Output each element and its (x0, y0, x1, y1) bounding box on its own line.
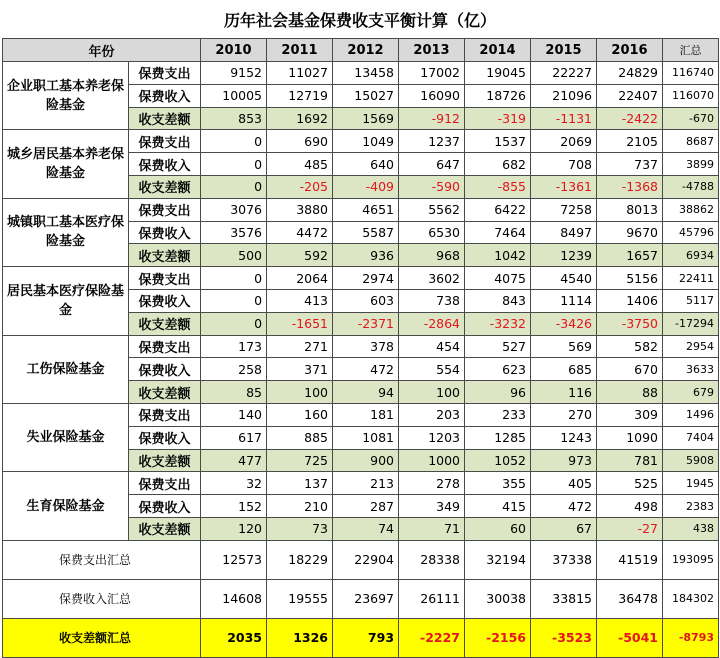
summary-label: 收支差额汇总 (3, 618, 201, 657)
header-year-2013: 2013 (399, 39, 465, 62)
value-cell: 96 (465, 381, 531, 404)
value-cell: 1000 (399, 449, 465, 472)
row-label: 保费收入 (129, 495, 201, 518)
value-cell: 213 (333, 472, 399, 495)
row-label: 保费收入 (129, 289, 201, 312)
value-cell: 32 (201, 472, 267, 495)
total-cell: -670 (663, 107, 719, 130)
value-cell: 309 (597, 403, 663, 426)
value-cell: 0 (201, 289, 267, 312)
total-cell: 2954 (663, 335, 719, 358)
value-cell: 1042 (465, 244, 531, 267)
value-cell: 603 (333, 289, 399, 312)
summary-value-cell: 26111 (399, 579, 465, 618)
value-cell: 71 (399, 517, 465, 540)
value-cell: 0 (201, 175, 267, 198)
value-cell: 485 (267, 153, 333, 176)
value-cell: 19045 (465, 62, 531, 85)
row-label: 收支差额 (129, 381, 201, 404)
summary-value-cell: 18229 (267, 540, 333, 579)
value-cell: 100 (399, 381, 465, 404)
value-cell: 0 (201, 312, 267, 335)
value-cell: 88 (597, 381, 663, 404)
value-cell: 1537 (465, 130, 531, 153)
value-cell: 885 (267, 426, 333, 449)
summary-label: 保费支出汇总 (3, 540, 201, 579)
summary-label: 保费收入汇总 (3, 579, 201, 618)
header-year-label: 年份 (3, 39, 201, 62)
value-cell: 525 (597, 472, 663, 495)
summary-value-cell: 41519 (597, 540, 663, 579)
summary-value-cell: 32194 (465, 540, 531, 579)
value-cell: 355 (465, 472, 531, 495)
value-cell: 3076 (201, 198, 267, 221)
value-cell: 1203 (399, 426, 465, 449)
fund-name: 失业保险基金 (3, 403, 129, 471)
value-cell: 582 (597, 335, 663, 358)
value-cell: 0 (201, 153, 267, 176)
total-cell: 38862 (663, 198, 719, 221)
value-cell: 1243 (531, 426, 597, 449)
value-cell: 498 (597, 495, 663, 518)
value-cell: 73 (267, 517, 333, 540)
value-cell: 623 (465, 358, 531, 381)
value-cell: 74 (333, 517, 399, 540)
value-cell: 1081 (333, 426, 399, 449)
table-row (3, 335, 719, 358)
value-cell: 160 (267, 403, 333, 426)
value-cell: 270 (531, 403, 597, 426)
summary-value-cell: 36478 (597, 579, 663, 618)
row-label: 收支差额 (129, 517, 201, 540)
value-cell: 1569 (333, 107, 399, 130)
value-cell: 640 (333, 153, 399, 176)
value-cell: 349 (399, 495, 465, 518)
summary-value-cell: 1326 (267, 618, 333, 657)
table-row (3, 267, 719, 290)
value-cell: 968 (399, 244, 465, 267)
row-label: 保费支出 (129, 130, 201, 153)
value-cell: 853 (201, 107, 267, 130)
value-cell: 16090 (399, 84, 465, 107)
value-cell: 1114 (531, 289, 597, 312)
value-cell: 500 (201, 244, 267, 267)
header-total: 汇总 (663, 39, 719, 62)
value-cell: 527 (465, 335, 531, 358)
row-label: 保费支出 (129, 403, 201, 426)
row-label: 收支差额 (129, 449, 201, 472)
row-label: 保费支出 (129, 62, 201, 85)
value-cell: 472 (531, 495, 597, 518)
value-cell: 415 (465, 495, 531, 518)
value-cell: -2371 (333, 312, 399, 335)
value-cell: -2864 (399, 312, 465, 335)
table-row (3, 198, 719, 221)
value-cell: 900 (333, 449, 399, 472)
value-cell: 3880 (267, 198, 333, 221)
summary-value-cell: -5041 (597, 618, 663, 657)
row-label: 保费收入 (129, 221, 201, 244)
value-cell: 1239 (531, 244, 597, 267)
table-row (3, 472, 719, 495)
value-cell: 116 (531, 381, 597, 404)
value-cell: 7258 (531, 198, 597, 221)
value-cell: 24829 (597, 62, 663, 85)
value-cell: 554 (399, 358, 465, 381)
value-cell: 8013 (597, 198, 663, 221)
value-cell: 67 (531, 517, 597, 540)
header-year-2014: 2014 (465, 39, 531, 62)
total-cell: 5908 (663, 449, 719, 472)
value-cell: 181 (333, 403, 399, 426)
summary-value-cell: -2156 (465, 618, 531, 657)
value-cell: 15027 (333, 84, 399, 107)
value-cell: 233 (465, 403, 531, 426)
total-cell: 116740 (663, 62, 719, 85)
value-cell: 454 (399, 335, 465, 358)
total-cell: 438 (663, 517, 719, 540)
value-cell: 4651 (333, 198, 399, 221)
value-cell: 8497 (531, 221, 597, 244)
table-body (3, 62, 719, 658)
value-cell: 100 (267, 381, 333, 404)
value-cell: 2105 (597, 130, 663, 153)
total-cell: 1945 (663, 472, 719, 495)
table-header (3, 39, 719, 62)
value-cell: 1049 (333, 130, 399, 153)
value-cell: -590 (399, 175, 465, 198)
value-cell: -1368 (597, 175, 663, 198)
summary-value-cell: 2035 (201, 618, 267, 657)
summary-value-cell: -3523 (531, 618, 597, 657)
value-cell: 647 (399, 153, 465, 176)
value-cell: 0 (201, 130, 267, 153)
summary-value-cell: 19555 (267, 579, 333, 618)
value-cell: 120 (201, 517, 267, 540)
value-cell: 287 (333, 495, 399, 518)
total-cell: 6934 (663, 244, 719, 267)
total-cell: 1496 (663, 403, 719, 426)
summary-value-cell: 30038 (465, 579, 531, 618)
header-year-2011: 2011 (267, 39, 333, 62)
value-cell: 9670 (597, 221, 663, 244)
header-year-2010: 2010 (201, 39, 267, 62)
value-cell: -3750 (597, 312, 663, 335)
fund-name: 居民基本医疗保险基金 (3, 267, 129, 335)
value-cell: 685 (531, 358, 597, 381)
value-cell: 22407 (597, 84, 663, 107)
row-label: 收支差额 (129, 175, 201, 198)
table-row (3, 62, 719, 85)
value-cell: -3232 (465, 312, 531, 335)
fund-name: 生育保险基金 (3, 472, 129, 540)
value-cell: -319 (465, 107, 531, 130)
value-cell: 60 (465, 517, 531, 540)
value-cell: 1406 (597, 289, 663, 312)
row-label: 保费支出 (129, 335, 201, 358)
table-title: 历年社会基金保费收支平衡计算（亿） (223, 11, 496, 30)
value-cell: 13458 (333, 62, 399, 85)
row-label: 收支差额 (129, 312, 201, 335)
value-cell: 0 (201, 267, 267, 290)
value-cell: 413 (267, 289, 333, 312)
value-cell: 1052 (465, 449, 531, 472)
row-label: 保费收入 (129, 153, 201, 176)
value-cell: -1131 (531, 107, 597, 130)
header-year-2012: 2012 (333, 39, 399, 62)
header-year-2016: 2016 (597, 39, 663, 62)
value-cell: 210 (267, 495, 333, 518)
value-cell: -1361 (531, 175, 597, 198)
summary-value-cell: 37338 (531, 540, 597, 579)
summary-value-cell: 33815 (531, 579, 597, 618)
value-cell: -1651 (267, 312, 333, 335)
value-cell: 173 (201, 335, 267, 358)
summary-value-cell: 28338 (399, 540, 465, 579)
value-cell: 1285 (465, 426, 531, 449)
value-cell: 6422 (465, 198, 531, 221)
summary-value-cell: 793 (333, 618, 399, 657)
summary-value-cell: 12573 (201, 540, 267, 579)
value-cell: 2974 (333, 267, 399, 290)
fund-name: 城镇职工基本医疗保险基金 (3, 198, 129, 266)
summary-value-cell: 14608 (201, 579, 267, 618)
summary-total-cell: 193095 (663, 540, 719, 579)
value-cell: 9152 (201, 62, 267, 85)
value-cell: 725 (267, 449, 333, 472)
value-cell: -205 (267, 175, 333, 198)
value-cell: 22227 (531, 62, 597, 85)
value-cell: 21096 (531, 84, 597, 107)
fund-name: 企业职工基本养老保险基金 (3, 62, 129, 130)
value-cell: 617 (201, 426, 267, 449)
value-cell: 1090 (597, 426, 663, 449)
summary-value-cell: 23697 (333, 579, 399, 618)
total-cell: 3633 (663, 358, 719, 381)
value-cell: 973 (531, 449, 597, 472)
row-label: 保费收入 (129, 84, 201, 107)
row-label: 收支差额 (129, 244, 201, 267)
value-cell: -2422 (597, 107, 663, 130)
summary-total-cell: -8793 (663, 618, 719, 657)
value-cell: 271 (267, 335, 333, 358)
value-cell: -409 (333, 175, 399, 198)
value-cell: 690 (267, 130, 333, 153)
fund-name: 工伤保险基金 (3, 335, 129, 403)
value-cell: 737 (597, 153, 663, 176)
row-label: 保费收入 (129, 358, 201, 381)
value-cell: 203 (399, 403, 465, 426)
total-cell: 3899 (663, 153, 719, 176)
value-cell: 1237 (399, 130, 465, 153)
value-cell: 682 (465, 153, 531, 176)
summary-row (3, 618, 719, 657)
value-cell: 10005 (201, 84, 267, 107)
value-cell: 6530 (399, 221, 465, 244)
value-cell: 592 (267, 244, 333, 267)
value-cell: 17002 (399, 62, 465, 85)
value-cell: 708 (531, 153, 597, 176)
value-cell: 472 (333, 358, 399, 381)
summary-row (3, 540, 719, 579)
value-cell: 670 (597, 358, 663, 381)
value-cell: 137 (267, 472, 333, 495)
summary-value-cell: 22904 (333, 540, 399, 579)
value-cell: 12719 (267, 84, 333, 107)
summary-value-cell: -2227 (399, 618, 465, 657)
value-cell: 4472 (267, 221, 333, 244)
value-cell: 843 (465, 289, 531, 312)
total-cell: 116070 (663, 84, 719, 107)
value-cell: 18726 (465, 84, 531, 107)
fund-name: 城乡居民基本养老保险基金 (3, 130, 129, 198)
value-cell: 11027 (267, 62, 333, 85)
value-cell: 94 (333, 381, 399, 404)
value-cell: 3602 (399, 267, 465, 290)
row-label: 保费收入 (129, 426, 201, 449)
balance-table (2, 38, 719, 658)
value-cell: 258 (201, 358, 267, 381)
value-cell: 5156 (597, 267, 663, 290)
row-label: 保费支出 (129, 267, 201, 290)
total-cell: -17294 (663, 312, 719, 335)
value-cell: 152 (201, 495, 267, 518)
total-cell: -4788 (663, 175, 719, 198)
value-cell: 569 (531, 335, 597, 358)
value-cell: 85 (201, 381, 267, 404)
total-cell: 5117 (663, 289, 719, 312)
value-cell: 405 (531, 472, 597, 495)
value-cell: 5587 (333, 221, 399, 244)
row-label: 保费支出 (129, 472, 201, 495)
value-cell: 140 (201, 403, 267, 426)
value-cell: 4540 (531, 267, 597, 290)
header-row (3, 39, 719, 62)
total-cell: 7404 (663, 426, 719, 449)
value-cell: 781 (597, 449, 663, 472)
total-cell: 8687 (663, 130, 719, 153)
value-cell: -27 (597, 517, 663, 540)
table-row (3, 403, 719, 426)
value-cell: 2064 (267, 267, 333, 290)
value-cell: -912 (399, 107, 465, 130)
row-label: 收支差额 (129, 107, 201, 130)
value-cell: 3576 (201, 221, 267, 244)
value-cell: 936 (333, 244, 399, 267)
row-label: 保费支出 (129, 198, 201, 221)
value-cell: -3426 (531, 312, 597, 335)
value-cell: 278 (399, 472, 465, 495)
value-cell: 1657 (597, 244, 663, 267)
value-cell: 4075 (465, 267, 531, 290)
value-cell: 371 (267, 358, 333, 381)
summary-total-cell: 184302 (663, 579, 719, 618)
value-cell: 7464 (465, 221, 531, 244)
value-cell: 738 (399, 289, 465, 312)
total-cell: 45796 (663, 221, 719, 244)
value-cell: 477 (201, 449, 267, 472)
total-cell: 2383 (663, 495, 719, 518)
total-cell: 22411 (663, 267, 719, 290)
value-cell: 5562 (399, 198, 465, 221)
table-row (3, 130, 719, 153)
header-year-2015: 2015 (531, 39, 597, 62)
total-cell: 679 (663, 381, 719, 404)
value-cell: -855 (465, 175, 531, 198)
value-cell: 2069 (531, 130, 597, 153)
summary-row (3, 579, 719, 618)
value-cell: 1692 (267, 107, 333, 130)
value-cell: 378 (333, 335, 399, 358)
